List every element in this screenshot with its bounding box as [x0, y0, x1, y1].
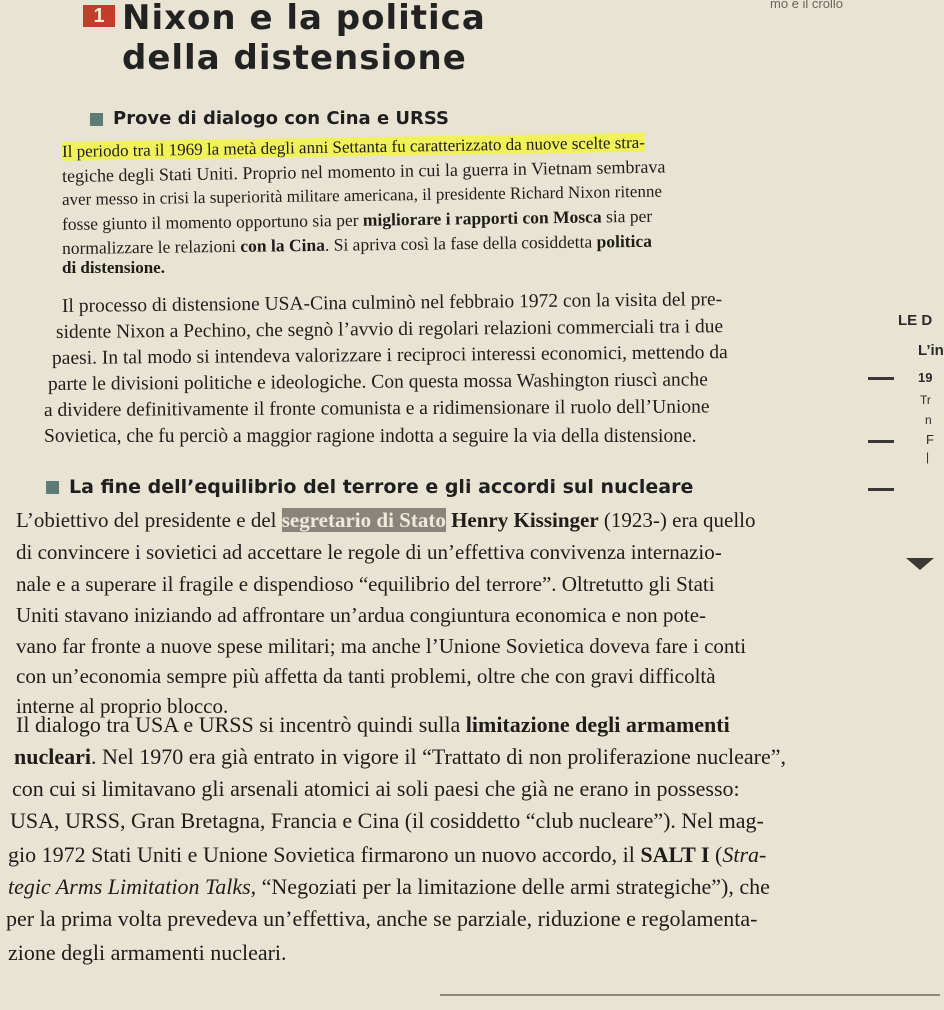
timeline-marker: [868, 488, 894, 491]
timeline-text-f: F: [926, 432, 934, 447]
heading-bullet-icon: [90, 113, 103, 126]
sidebar-subtitle: L’in: [918, 342, 944, 359]
chapter-number-badge: 1: [83, 5, 115, 27]
chapter-title-line2: della distensione: [122, 38, 467, 78]
bottom-rule: [440, 994, 940, 996]
heading-bullet-icon: [46, 481, 59, 494]
timeline-arrow-icon: [906, 558, 934, 570]
textbook-page: mo e il crollo 1 Nixon e la politica della distensione Prove di dialogo con Cina e URSS Il periodo tra il 1969 la metà degli anni Settanta fu caratterizzato da nuove scelte stra- tegiche degli Stati Uniti. Proprio nel momento in cui la guerra in Vietnam sembrava aver messo in crisi la superiorità militare americana, il presidente Richard Nixon ritenne fosse giunto il momento opportuno sia per migliorare i rapporti con Mosca sia per normalizzare le relazioni con la Cina. Si apriva così la fase della cosiddetta politica di distensione. Il processo di distensione USA-Cina culminò nel febbraio 1972 con la visita del pre- sidente Nixon a Pechino, che segnò l’avvio di regolari relazioni commerciali tra i due paesi. In tal modo si intendeva valorizzare i reciproci interessi economici, mettendo da parte le divisioni politiche e ideologiche. Con questa mossa Washington riuscì anche a dividere definitivamente il fronte comunista e a ridimensionare il ruolo dell’Unione Sovietica, che fu perciò a maggior ragione indotta a seguire la via della distensione. La fine dell’equilibrio del terrore e gli accordi sul nucleare L’obiettivo del presidente e del segretario di Stato Henry Kissinger (1923-) era quello di convincere i sovietici ad accettare le regole di un’effettiva convivenza internazio- nale e a superare il fragile e dispendioso “equilibrio del terrore”. Oltretutto gli Stati Uniti stavano iniziando ad affrontare un’ardua congiuntura economica e non pote- vano far fronte a nuove spese militari; ma anche l’Unione Sovietica doveva fare i conti con un’economia sempre più affetta da tanti problemi, oltre che con gravi difficoltà interne al proprio blocco. Il dialogo tra USA e URSS si incentrò quindi sulla limitazione degli armamenti nucleari. Nel 1970 era già entrato in vigore il “Trattato di non proliferazione nucleare”, con cui si limitavano gli arsenali atomici ai soli paesi che già ne erano in possesso: USA, URSS, Gran Bretagna, Francia e Cina (il cosiddetto “club nucleare”). Nel mag- gio 1972 Stati Uniti e Unione Sovietica firmarono un nuovo accordo, il SALT I (Stra- tegic Arms Limitation Talks, “Negoziati per la limitazione delle armi strategiche”), che per la prima volta prevedeva un’effettiva, anche se parziale, riduzione e regolamenta- zione degli armamenti nucleari. LE D L’in 19 Tr n F |: [0, 0, 936, 1010]
timeline-marker: [868, 440, 894, 443]
timeline-year: 19: [918, 370, 933, 385]
sidebar-title: LE D: [898, 312, 933, 329]
chapter-title-line1: Nixon e la politica: [122, 0, 486, 38]
section-heading-2: La fine dell’equilibrio del terrore e gli accordi sul nucleare: [46, 476, 693, 498]
running-header: mo e il crollo: [770, 0, 843, 11]
timeline-text-bar: |: [926, 450, 930, 464]
sidebar-timeline: [868, 300, 944, 590]
chapter-title: [122, 0, 486, 78]
timeline-text-tr: Tr: [920, 393, 931, 407]
section-heading-1: Prove di dialogo con Cina e URSS: [90, 108, 449, 129]
timeline-text-n: n: [925, 413, 932, 427]
timeline-marker: [868, 377, 894, 380]
